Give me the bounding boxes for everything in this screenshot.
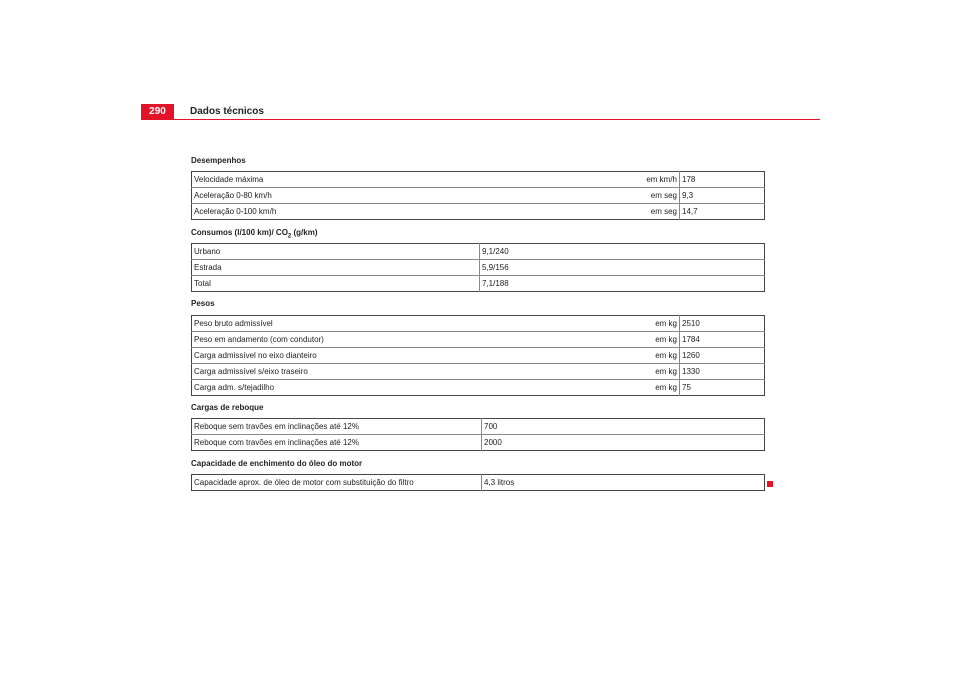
section-title-consumos: [191, 228, 318, 240]
row-value: 9,1/240: [480, 244, 765, 260]
row-label: Peso bruto admissível: [192, 316, 437, 332]
row-label: Reboque sem travões em inclinações até 12%: [192, 419, 482, 435]
table-row: [192, 204, 765, 220]
row-value: 9,3: [680, 188, 765, 204]
row-value: 7,1/188: [482, 279, 509, 288]
row-value: 4,3 litros: [484, 478, 515, 487]
row-label: Estrada: [192, 260, 480, 276]
row-label: Carga admissível no eixo dianteiro: [192, 348, 437, 364]
row-unit: em kg: [436, 332, 680, 348]
table-row: [192, 348, 765, 364]
row-label: Aceleração 0-100 km/h: [194, 207, 277, 216]
row-unit: em kg: [436, 380, 680, 396]
row-value: 700: [482, 419, 765, 435]
row-value: 178: [680, 172, 765, 188]
row-value: 1330: [680, 364, 765, 380]
consumos-title-subscript: 2: [287, 233, 292, 240]
section-title-reboque: Cargas de reboque: [191, 403, 264, 412]
table-row: [192, 419, 765, 435]
table-row: [192, 188, 765, 204]
row-label: Velocidade máxima: [192, 172, 437, 188]
table-row: [192, 475, 765, 491]
row-label: Urbano: [192, 244, 480, 260]
page-title: Dados técnicos: [190, 106, 264, 117]
section-end-marker: [767, 481, 773, 487]
row-label: Aceleração 0-80 km/h: [192, 188, 437, 204]
table-row: [192, 364, 765, 380]
table-row: [192, 276, 765, 292]
row-value: 75: [682, 383, 691, 392]
row-label: Carga adm. s/tejadilho: [194, 383, 275, 392]
row-label: Total: [192, 276, 480, 292]
table-row: [192, 380, 765, 396]
row-value: 5,9/156: [480, 260, 765, 276]
table-pesos: [191, 315, 765, 396]
table-reboque: [191, 418, 765, 451]
row-value: 1784: [680, 332, 765, 348]
row-value: 1260: [680, 348, 765, 364]
row-label: Peso em andamento (com condutor): [192, 332, 437, 348]
table-consumos: [191, 243, 765, 292]
section-title-oleo: Capacidade de enchimento do óleo do motor: [191, 459, 363, 468]
row-unit: em seg: [436, 204, 680, 220]
row-value: 14,7: [682, 207, 698, 216]
table-row: [192, 316, 765, 332]
row-unit: em kg: [436, 316, 680, 332]
table-row: [192, 172, 765, 188]
row-unit: em kg: [436, 364, 680, 380]
section-title-desempenhos: Desempenhos: [191, 156, 246, 165]
row-unit: em seg: [436, 188, 680, 204]
row-unit: em kg: [436, 348, 680, 364]
row-label: Reboque com travões em inclinações até 12%: [192, 435, 482, 451]
row-unit: em km/h: [436, 172, 680, 188]
row-label: Capacidade aprox. de óleo de motor com substituição do filtro: [192, 475, 482, 491]
page-number: 290: [141, 104, 174, 120]
table-row: [192, 244, 765, 260]
consumos-title-main: Consumos (l/100 km)/ CO: [191, 228, 288, 237]
table-row: [192, 332, 765, 348]
row-value: 2510: [680, 316, 765, 332]
row-value: 2000: [484, 438, 502, 447]
consumos-title-unit: (g/km): [291, 228, 318, 237]
table-row: [192, 435, 765, 451]
table-desempenhos: [191, 171, 765, 220]
table-oleo: [191, 474, 765, 491]
section-title-pesos: Pesos: [191, 299, 215, 308]
table-row: [192, 260, 765, 276]
row-label: Carga admissível s/eixo traseiro: [192, 364, 437, 380]
header-divider: [141, 119, 820, 120]
